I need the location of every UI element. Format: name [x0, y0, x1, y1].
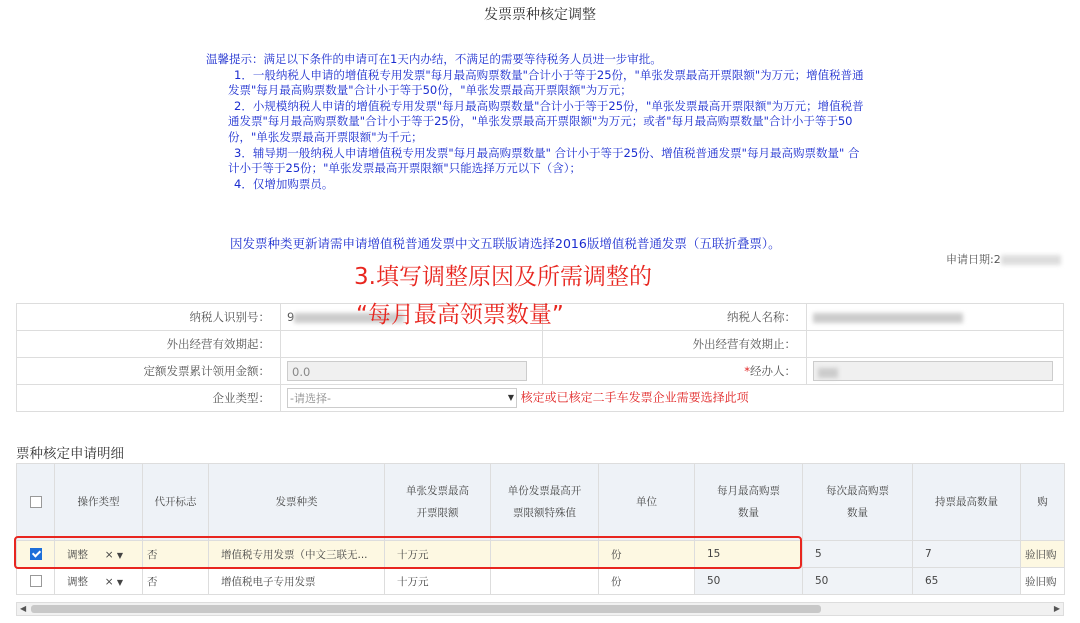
- header-invoice-type: 发票种类: [209, 464, 385, 541]
- select-all-checkbox[interactable]: [30, 496, 42, 508]
- notice-item-2b: 通发票"每月最高购票数量"合计小于等于25份，"单张发票最高开票限额"为万元；或者"每月最高购票数量"合计小于等于50: [228, 114, 853, 129]
- enterprise-type-select[interactable]: [287, 388, 517, 408]
- notice-item-2a: 2．小规模纳税人申请的增值税专用发票"每月最高购票数量"合计小于等于25份，"单张发票最高开票限额"为万元；增值税普: [234, 98, 864, 113]
- enterprise-type-cell: [281, 385, 1064, 412]
- header-per-copy-b: 票限额特殊值: [513, 507, 576, 519]
- scrollbar-thumb[interactable]: [31, 605, 821, 613]
- op-type-value: 调整: [67, 548, 88, 561]
- monthly-max-input[interactable]: 50: [695, 568, 803, 595]
- enterprise-type-placeholder: -请选择-: [290, 392, 331, 405]
- unit-cell: 份: [599, 568, 695, 595]
- invoice-type-cell: 增值税专用发票（中文三联无...: [209, 541, 385, 568]
- section-title: 票种核定申请明细: [16, 446, 124, 462]
- taxpayer-id-value: 9: [287, 310, 295, 324]
- header-monthly-b: 数量: [738, 507, 759, 519]
- notice-item-3a: 3．辅导期一般纳税人申请增值税专用发票"每月最高购票数量" 合计小于等于25份、增值税普通发票"每月最高购票数量" 合: [234, 145, 860, 160]
- apply-date-label: 申请日期:2: [946, 253, 1001, 266]
- hold-max-input[interactable]: 7: [913, 541, 1021, 568]
- taxpayer-name-label: 纳税人名称：: [543, 304, 807, 331]
- apply-date-redacted: [1001, 255, 1061, 265]
- op-type-select[interactable]: [55, 568, 143, 595]
- single-limit-cell[interactable]: 十万元: [385, 568, 491, 595]
- detail-grid: [16, 463, 1065, 595]
- notice-item-2c: 份，"单张发票最高开票限额"为千元；: [228, 129, 423, 144]
- header-unit: 单位: [599, 464, 695, 541]
- chevron-down-icon[interactable]: ▼: [116, 577, 124, 587]
- out-start-field[interactable]: [281, 331, 543, 358]
- clear-icon[interactable]: ×: [104, 575, 114, 588]
- header-per-copy-a: 单份发票最高开: [507, 485, 582, 497]
- notice-item-1a: 1．一般纳税人申请的增值税专用发票"每月最高购票数量"合计小于等于25份，"单张发票最高开票限额"为万元；增值税普通: [234, 67, 864, 82]
- unit-cell: 份: [599, 541, 695, 568]
- taxpayer-name-cell: [807, 304, 1064, 331]
- highlight-box: [14, 536, 802, 569]
- required-star: *: [744, 364, 750, 378]
- header-proxy-flag: 代开标志: [143, 464, 209, 541]
- header-select-all[interactable]: [17, 464, 55, 541]
- invoice-type-cell: 增值税电子专用发票: [209, 568, 385, 595]
- clear-icon[interactable]: ×: [104, 548, 114, 561]
- handler-label-cell: [543, 358, 807, 385]
- op-type-value: 调整: [67, 575, 88, 588]
- header-hold-max: 持票最高数量: [913, 464, 1021, 541]
- header-per-copy: [491, 464, 599, 541]
- out-start-label: 外出经营有效期起：: [17, 331, 281, 358]
- handler-input[interactable]: [813, 361, 1053, 381]
- header-per-time-a: 每次最高购票: [826, 485, 889, 497]
- out-end-label: 外出经营有效期止：: [543, 331, 807, 358]
- taxpayer-name-redacted: [813, 313, 963, 323]
- notice-panel: [206, 52, 986, 192]
- header-single-limit: [385, 464, 491, 541]
- handler-label: 经办人：: [750, 364, 796, 378]
- notice-item-4: 4．仅增加购票员。: [234, 176, 334, 191]
- header-monthly-a: 每月最高购票: [717, 485, 780, 497]
- single-limit-cell[interactable]: 十万元: [385, 541, 491, 568]
- page-title: 发票票种核定调整: [484, 7, 596, 23]
- proxy-flag-cell: 否: [143, 568, 209, 595]
- row-checkbox-cell[interactable]: [17, 568, 55, 595]
- handler-cell: [807, 358, 1064, 385]
- scroll-right-icon[interactable]: ▶: [1053, 604, 1060, 613]
- header-monthly: [695, 464, 803, 541]
- chevron-down-icon: ▼: [507, 393, 514, 402]
- header-op-type: 操作类型: [55, 464, 143, 541]
- handler-redacted: [818, 368, 838, 378]
- annotation-line-1: 3.填写调整原因及所需调整的: [354, 264, 652, 290]
- taxpayer-id-label: 纳税人识别号：: [17, 304, 281, 331]
- horizontal-scrollbar[interactable]: [16, 602, 1064, 616]
- header-per-time: [803, 464, 913, 541]
- notice-intro: 温馨提示：满足以下条件的申请可在1天内办结，不满足的需要等待税务人员进一步审批。: [206, 52, 662, 66]
- more-cell: 验旧购: [1021, 541, 1065, 568]
- special-value-cell[interactable]: [491, 568, 599, 595]
- hold-max-input[interactable]: 65: [913, 568, 1021, 595]
- enterprise-type-hint: 核定或已核定二手车发票企业需要选择此项: [520, 390, 749, 405]
- out-end-field[interactable]: [807, 331, 1064, 358]
- more-cell: 验旧购: [1021, 568, 1065, 595]
- apply-date: [946, 251, 1061, 267]
- proxy-flag-cell: 否: [143, 541, 209, 568]
- quota-input[interactable]: 0.0: [287, 361, 527, 381]
- header-per-time-b: 数量: [847, 507, 868, 519]
- row-checkbox[interactable]: [30, 575, 42, 587]
- notice-item-1b: 发票"每月最高购票数量"合计小于等于50份，"单张发票最高开票限额"为万元；: [228, 83, 632, 98]
- monthly-max-input[interactable]: 15: [695, 541, 803, 568]
- header-single-limit-b: 开票限额: [416, 507, 459, 519]
- header-more: 购: [1021, 464, 1065, 541]
- grid-header-row: [17, 464, 1065, 541]
- header-single-limit-a: 单张发票最高: [406, 485, 469, 497]
- notice-note: 因发票种类更新请需申请增值税普通发票中文五联版请选择2016版增值税普通发票（五联折叠票）。: [230, 236, 781, 251]
- notice-item-3b: 计小于等于25份；"单张发票最高开票限额"只能选择万元以下（含）；: [228, 161, 581, 176]
- per-time-max-input[interactable]: 50: [803, 568, 913, 595]
- quota-label: 定额发票累计领用金额：: [17, 358, 281, 385]
- table-row[interactable]: [17, 568, 1065, 595]
- scroll-left-icon[interactable]: ◀: [20, 604, 27, 613]
- per-time-max-input[interactable]: 5: [803, 541, 913, 568]
- chevron-down-icon[interactable]: ▼: [116, 550, 124, 560]
- enterprise-type-label: 企业类型：: [17, 385, 281, 412]
- annotation-line-2: “每月最高领票数量”: [356, 302, 564, 328]
- quota-cell: [281, 358, 543, 385]
